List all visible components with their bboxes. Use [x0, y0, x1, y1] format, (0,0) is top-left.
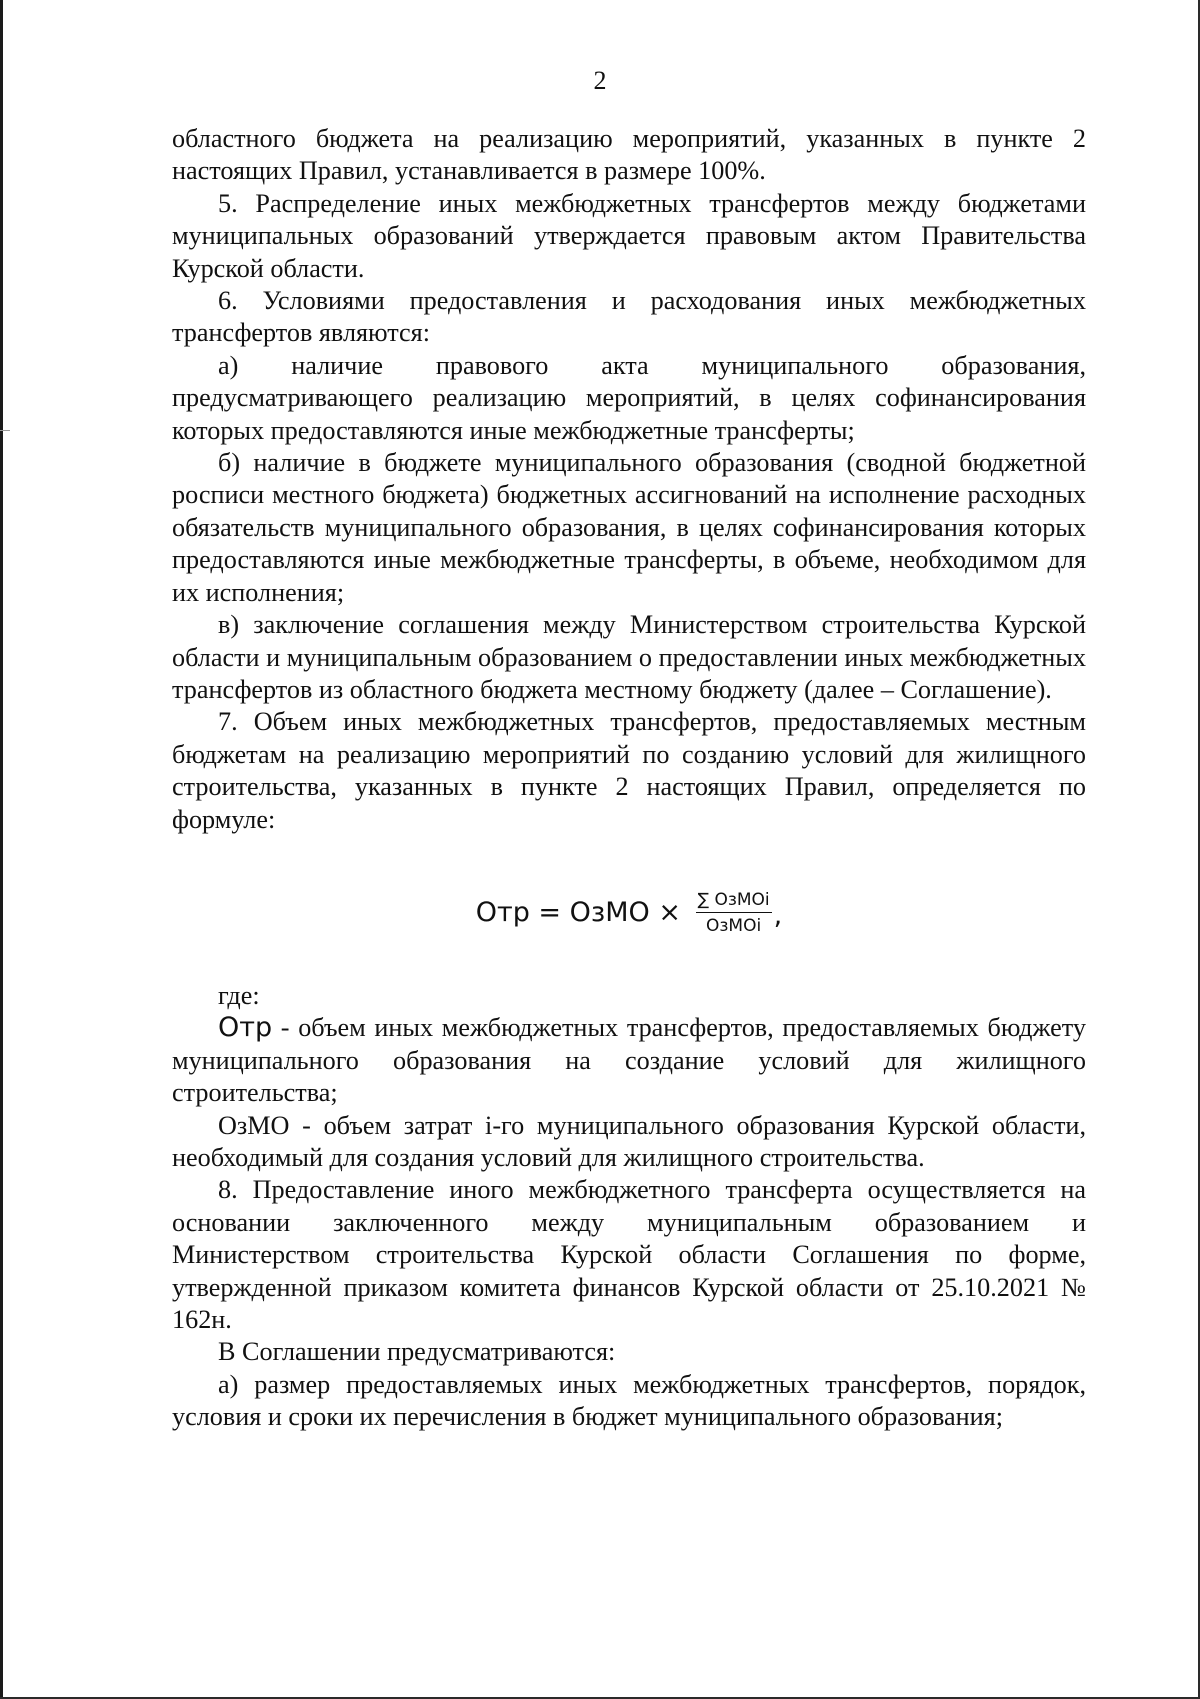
document-body: [172, 123, 1086, 1434]
formula-trailing-comma: ,: [773, 899, 783, 931]
where-label: где:: [218, 980, 260, 1010]
definition-ozmo-text: - объем затрат i-го муниципального образования Курской области, необходимый для создания условий для жилищного строительства.: [172, 1110, 1086, 1172]
definition-ozmo: [172, 1110, 1086, 1175]
formula-numerator: ∑ ОзМОi: [696, 889, 772, 913]
paragraph-agreement-intro: В Соглашении предусматриваются:: [218, 1337, 616, 1367]
paragraph-item-7: 7. Объем иных межбюджетных трансфертов, предоставляемых местным бюджетам на реализацию мероприятий по созданию условий для жилищного строительства, указанных в пункте 2 настоящих Правил, определяется по формуле:: [172, 707, 1086, 834]
definition-otr: [172, 1012, 1086, 1109]
page-number: 2: [593, 66, 607, 95]
definition-ozmo-symbol: ОзМО: [218, 1110, 290, 1140]
scan-border-left: [0, 0, 3, 1699]
paragraph-subitem-b: б) наличие в бюджете муниципального образования (сводной бюджетной росписи местного бюджета) бюджетных ассигнований на исполнение расходных обязательств муниципального образования, в целях софинансирования которых предоставляются иные межбюджетные трансферты, в объеме, необходимом для их исполнения;: [172, 448, 1086, 607]
paragraph-subitem-a: а) наличие правового акта муниципального образования, предусматривающего реализацию мероприятий, в целях софинансирования которых предоставляются иные межбюджетные трансферты;: [172, 350, 1086, 445]
paragraph-agreement-subitem-a: а) размер предоставляемых иных межбюджетных трансфертов, порядок, условия и сроки их перечисления в бюджет муниципального образования;: [172, 1369, 1086, 1432]
formula-denominator: ОзМОi: [706, 915, 762, 936]
paragraph-item-6: 6. Условиями предоставления и расходования иных межбюджетных трансфертов являются:: [172, 286, 1086, 348]
paragraph-continuation: областного бюджета на реализацию мероприятий, указанных в пункте 2 настоящих Правил, устанавливается в размере 100%.: [172, 124, 1086, 186]
definition-otr-text: - объем иных межбюджетных трансфертов, предоставляемых бюджету муниципального образования на создание условий для жилищного строительства;: [172, 1013, 1086, 1108]
formula-fraction: [696, 889, 772, 937]
paragraph-item-8: 8. Предоставление иного межбюджетного трансферта осуществляется на основании заключенного между муниципальным образованием и Министерством строительства Курской области Соглашения по форме, утвержденной приказом комитета финансов Курской области от 25.10.2021 № 162н.: [172, 1175, 1086, 1334]
scan-artifact-mark: [0, 430, 10, 431]
definition-otr-symbol: Отр: [218, 1012, 273, 1044]
formula-lhs: Отр = ОзМО ×: [475, 896, 690, 928]
transfer-volume-formula: [172, 858, 1086, 968]
paragraph-item-5: 5. Распределение иных межбюджетных трансфертов между бюджетами муниципальных образований утверждается правовым актом Правительства Курской области.: [172, 188, 1086, 283]
paragraph-subitem-v: в) заключение соглашения между Министерством строительства Курской области и муниципальным образованием о предоставлении иных межбюджетных трансфертов из областного бюджета местному бюджету (далее – Соглашение).: [172, 610, 1086, 704]
